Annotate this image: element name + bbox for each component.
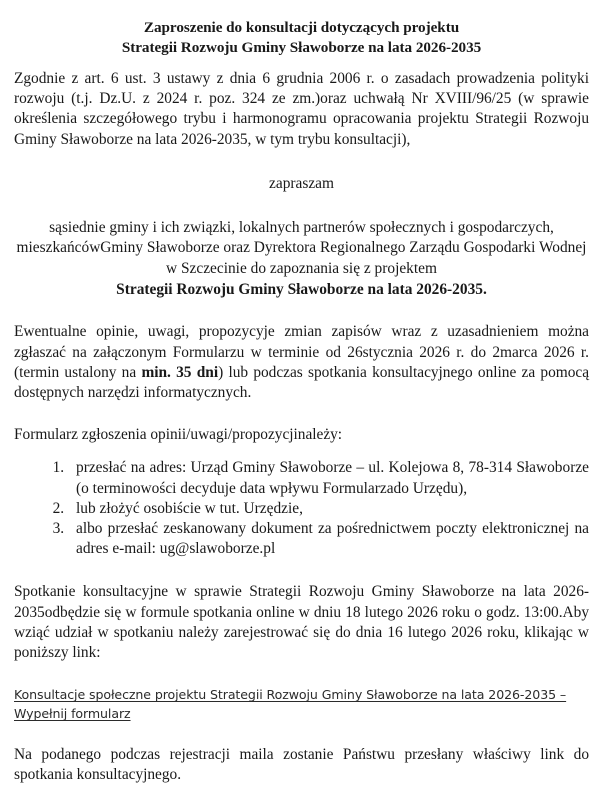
- list-item: 3. albo przesłać zeskanowany dokument za pośrednictwem poczty elektronicznej na adres e-mail: ug@slawoborze.pl: [68, 519, 589, 559]
- registration-link-block: [14, 685, 589, 723]
- form-intro-paragraph: Formularz zgłoszenia opinii/uwagi/propozycjinależy:: [14, 426, 343, 444]
- meeting-paragraph: Spotkanie konsultacyjne w sprawie Strategii Rozwoju Gminy Sławoborze na lata 2026-2035odbędzie się w formule spotkania online w dniu 18 lutego 2026 roku o godz. 13:00.Aby wziąć udział w spotkaniu należy zarejestrować się do dnia 16 lutego 2026 roku, klikając w poniższy link:: [14, 583, 589, 662]
- invitation-line-2: mieszkańcówGminy Sławoborze oraz Dyrektora Regionalnego Zarządu Gospodarki Wodnej: [16, 239, 587, 257]
- submission-text-part-2: ) lub podczas spotkania konsultacyjnego online za pomocą dostępnych narzędzi informatycznych.: [14, 363, 590, 402]
- submission-paragraph: [14, 322, 589, 403]
- invitation-recipients: [14, 218, 589, 301]
- submission-text-part-1: Ewentualne opinie, uwagi, propozycyje zmian zapisów wraz z uzasadnieniem można zgłaszać na załączonym Formularzu w terminie od 26stycznia 2026 r. do 2marca 2026 r. (termin ustalony na: [14, 323, 589, 381]
- closing-paragraph: Na podanego podczas rejestracji maila zostanie Państwu przesłany właściwy link do spotkania konsultacyjnego.: [14, 746, 589, 784]
- registration-link[interactable]: Konsultacje społeczne projektu Strategii Rozwoju Gminy Sławoborze na lata 2026-2035 – Wypełnij formularz: [14, 687, 567, 722]
- page-title: [14, 18, 589, 57]
- invitation-line-1: sąsiednie gminy i ich związki, lokalnych partnerów społecznych i gospodarczych,: [49, 218, 554, 236]
- invitation-strategy-title: Strategii Rozwoju Gminy Sławoborze na lata 2026-2035.: [116, 281, 487, 299]
- title-line-2: Strategii Rozwoju Gminy Sławoborze na lata 2026-2035: [121, 38, 482, 56]
- intro-paragraph: Zgodnie z art. 6 ust. 3 ustawy z dnia 6 grudnia 2006 r. o zasadach prowadzenia polityki rozwoju (t.j. Dz.U. z 2024 r. poz. 324 ze zm.)oraz uchwałą Nr XVIII/96/25 (w sprawie określenia szczegółowego trybu i harmonogramu opracowania projektu Strategii Rozwoju Gminy Sławoborze na lata 2026-2035, w tym trybu konsultacji),: [14, 70, 589, 148]
- form-options-list: [14, 458, 589, 559]
- invitation-line-3: w Szczecinie do zapoznania się z projektem: [166, 259, 437, 277]
- submission-deadline-bold: min. 35 dni: [141, 363, 219, 381]
- list-item: 2. lub złożyć osobiście w tut. Urzędzie,: [68, 499, 589, 519]
- title-line-1: Zaproszenie do konsultacji dotyczących projektu: [143, 19, 460, 36]
- invitation-word: zapraszam: [269, 174, 334, 192]
- list-item: 1. przesłać na adres: Urząd Gminy Sławoborze – ul. Kolejowa 8, 78-314 Sławoborze (o terminowości decyduje data wpływu Formularzado Urzędu),: [68, 458, 589, 498]
